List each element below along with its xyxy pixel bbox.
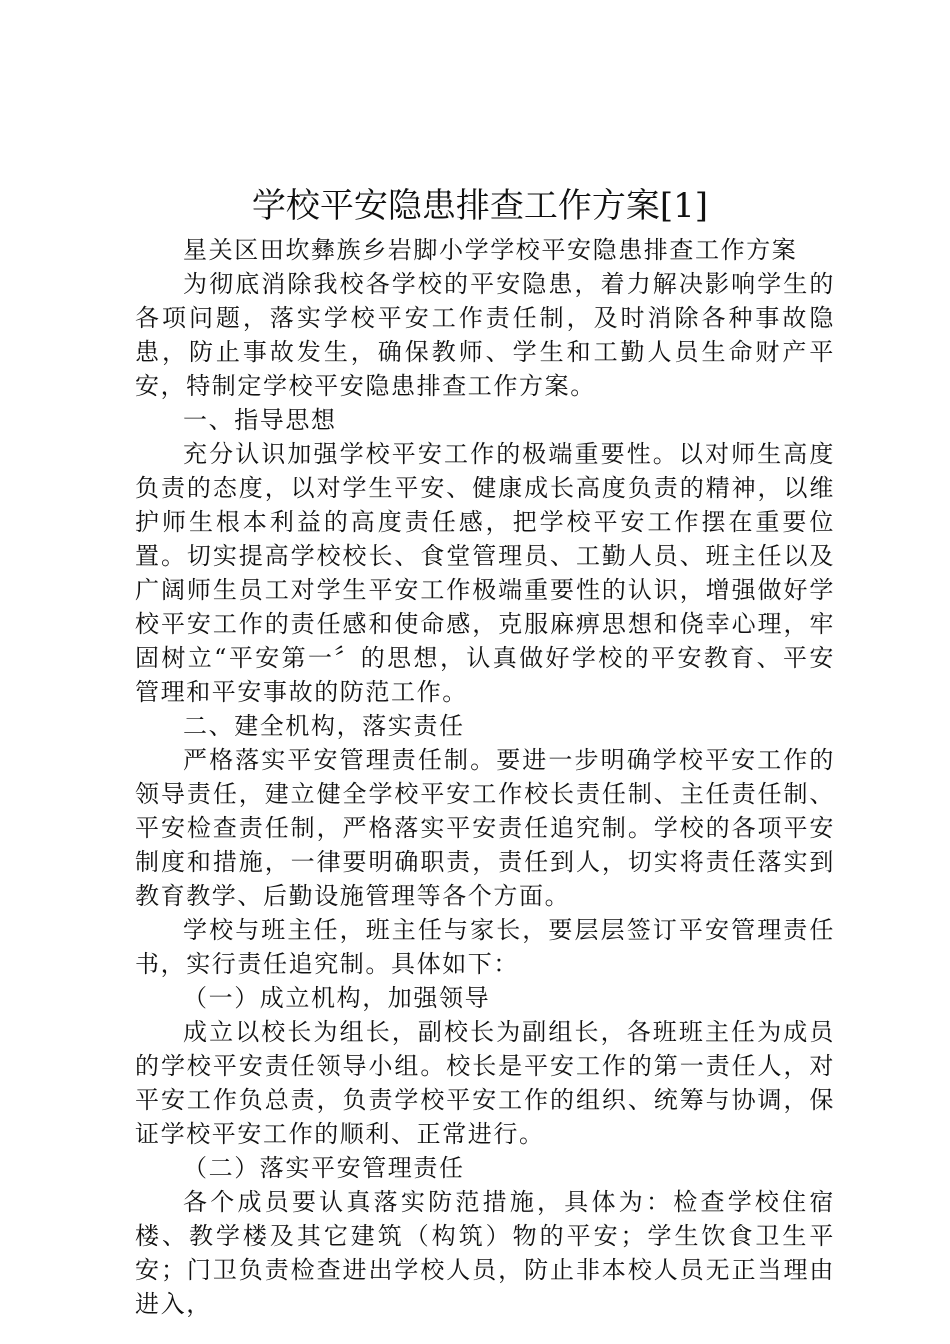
subheading-management: （二）落实平安管理责任	[183, 1154, 465, 1182]
paragraph-subtitle: 星关区田坎彝族乡岩脚小学学校平安隐患排查工作方案	[183, 236, 798, 264]
document-title: 学校平安隐患排查工作方案[1]	[251, 186, 709, 226]
document-body	[135, 233, 835, 1321]
paragraph-intro: 为彻底消除我校各学校的平安隐患，着力解决影响学生的各项问题，落实学校平安工作责任制，及时消除各种事故隐患，防止事故发生，确保教师、学生和工勤人员生命财产平安，特制定学校平安隐患排查工作方案。	[135, 270, 835, 400]
paragraph-management: 各个成员要认真落实防范措施，具体为：检查学校住宿楼、教学楼及其它建筑（构筑）物的平安；学生饮食卫生平安；门卫负责检查进出学校人员，防止非本校人员无正当理由进入，	[135, 1188, 835, 1318]
subheading-leadership: （一）成立机构，加强领导	[183, 984, 491, 1012]
heading-organization: 二、建全机构，落实责任	[183, 712, 465, 740]
heading-guiding-thought: 一、指导思想	[183, 406, 337, 434]
paragraph-leadership: 成立以校长为组长，副校长为副组长，各班班主任为成员的学校平安责任领导小组。校长是平安工作的第一责任人，对平安工作负总责，负责学校平安工作的组织、统筹与协调，保证学校平安工作的顺利、正常进行。	[135, 1018, 835, 1148]
paragraph-responsibility: 严格落实平安管理责任制。要进一步明确学校平安工作的领导责任，建立健全学校平安工作校长责任制、主任责任制、平安检查责任制，严格落实平安责任追究制。学校的各项平安制度和措施，一律要明确职责，责任到人，切实将责任落实到教育教学、后勤设施管理等各个方面。	[135, 746, 835, 910]
paragraph-agreements: 学校与班主任，班主任与家长，要层层签订平安管理责任书，实行责任追究制。具体如下：	[135, 916, 835, 978]
paragraph-guiding-thought: 充分认识加强学校平安工作的极端重要性。以对师生高度负责的态度，以对学生平安、健康成长高度负责的精神，以维护师生根本利益的高度责任感，把学校平安工作摆在重要位置。切实提高学校校长、食堂管理员、工勤人员、班主任以及广阔师生员工对学生平安工作极端重要性的认识，增强做好学校平安工作的责任感和使命感，克服麻痹思想和侥幸心理，牢固树立“平安第一〞的思想，认真做好学校的平安教育、平安管理和平安事故的防范工作。	[135, 440, 835, 706]
